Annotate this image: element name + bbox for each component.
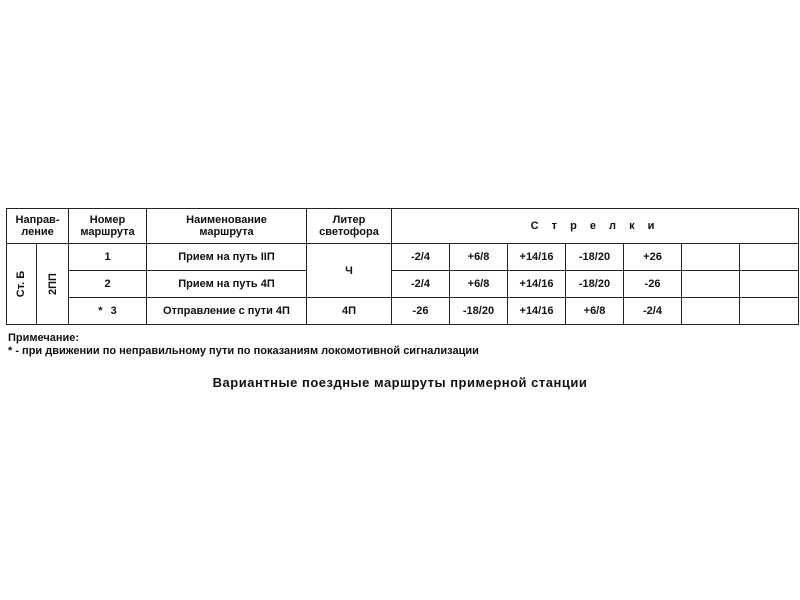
table-row — [7, 298, 799, 325]
switch-cell: +6/8 — [450, 271, 508, 298]
direction-track-cell: 2ПП — [37, 244, 69, 325]
switch-cell: -2/4 — [392, 271, 450, 298]
switch-cell: -2/4 — [624, 298, 682, 325]
switch-cell — [740, 244, 799, 271]
footnote — [8, 332, 479, 358]
header-signal-letter: Литер светофора — [307, 209, 392, 244]
route-number-cell: 2 — [69, 271, 147, 298]
switch-cell: -18/20 — [566, 271, 624, 298]
wrong-track-marker: * — [98, 305, 103, 317]
route-name-cell: Прием на путь IIП — [147, 244, 307, 271]
switch-cell — [682, 271, 740, 298]
switch-cell: +6/8 — [450, 244, 508, 271]
switch-cell — [682, 244, 740, 271]
switch-cell: -18/20 — [450, 298, 508, 325]
route-name-cell: Отправление с пути 4П — [147, 298, 307, 325]
switch-cell: +26 — [624, 244, 682, 271]
table-header-row — [7, 209, 799, 244]
header-switches: С т р е л к и — [392, 209, 799, 244]
direction-station-cell: Ст. Б — [7, 244, 37, 325]
switch-cell: +6/8 — [566, 298, 624, 325]
switch-cell — [740, 298, 799, 325]
switch-cell — [740, 271, 799, 298]
switch-cell: +14/16 — [508, 271, 566, 298]
route-name-cell: Прием на путь 4П — [147, 271, 307, 298]
table-row — [7, 244, 799, 271]
header-route-number: Номер маршрута — [69, 209, 147, 244]
switch-cell: -18/20 — [566, 244, 624, 271]
switch-cell: +14/16 — [508, 298, 566, 325]
switch-cell — [682, 298, 740, 325]
header-direction: Направ- ление — [7, 209, 69, 244]
switch-cell: -26 — [624, 271, 682, 298]
signal-letter-cell: 4П — [307, 298, 392, 325]
signal-letter-cell: Ч — [307, 244, 392, 298]
footnote-text: * - при движении по неправильному пути по показаниям локомотивной сигнализации — [8, 345, 479, 357]
route-number-cell: * 3 — [69, 298, 147, 325]
header-route-name: Наименование маршрута — [147, 209, 307, 244]
table-caption: Вариантные поездные маршруты примерной станции — [212, 375, 588, 390]
route-number-cell: 1 — [69, 244, 147, 271]
switch-cell: -2/4 — [392, 244, 450, 271]
table-row — [7, 271, 799, 298]
routes-table — [6, 208, 799, 325]
switch-cell: -26 — [392, 298, 450, 325]
footnote-title: Примечание: — [8, 332, 80, 344]
switch-cell: +14/16 — [508, 244, 566, 271]
